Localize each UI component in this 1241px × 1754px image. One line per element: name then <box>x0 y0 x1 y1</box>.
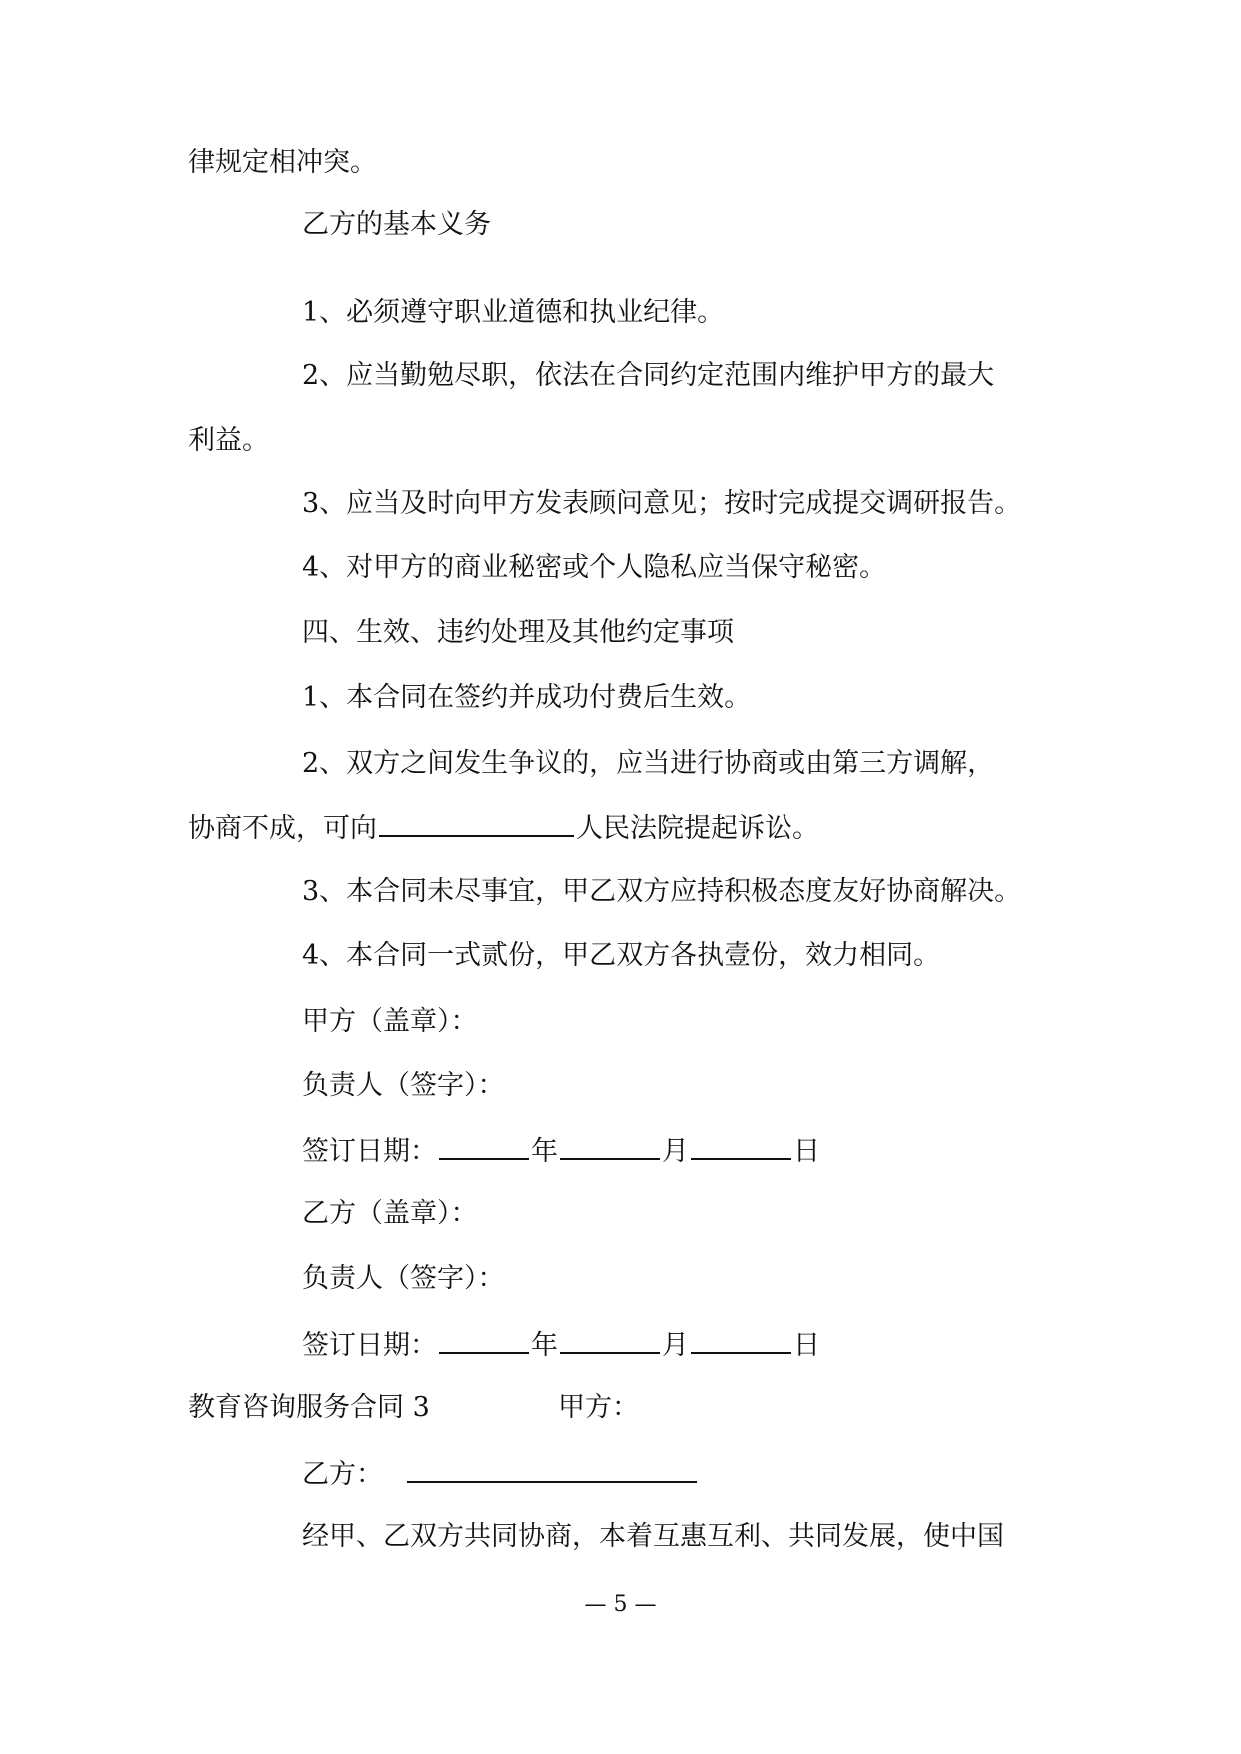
party-a-seal-label: 甲方（盖章）： <box>302 1006 478 1037</box>
day-label: 日 <box>793 1136 820 1167</box>
court-line <box>188 809 819 847</box>
month-label: 月 <box>662 1136 689 1167</box>
party-b-signer-label: 负责人（签字）： <box>302 1263 505 1294</box>
text-line: 1、必须遵守职业道德和执业纪律。 <box>302 297 725 328</box>
text-line: 2、双方之间发生争议的，应当进行协商或由第三方调解， <box>302 748 995 779</box>
blank-day-field[interactable] <box>691 1326 791 1354</box>
blank-month-field[interactable] <box>560 1132 660 1160</box>
contract-title: 教育咨询服务合同 3 <box>188 1392 430 1423</box>
text-line: 4、对甲方的商业秘密或个人隐私应当保守秘密。 <box>302 552 887 583</box>
date-label: 签订日期： <box>302 1136 437 1167</box>
blank-year-field[interactable] <box>439 1132 529 1160</box>
date-label: 签订日期： <box>302 1330 437 1361</box>
party-a-date-line <box>302 1132 820 1170</box>
blank-month-field[interactable] <box>560 1326 660 1354</box>
text-line: 1、本合同在签约并成功付费后生效。 <box>302 682 752 713</box>
day-label: 日 <box>793 1330 820 1361</box>
blank-court-field[interactable] <box>379 809 574 837</box>
party-b-line <box>302 1455 699 1493</box>
court-line-after: 人民法院提起诉讼。 <box>576 813 819 844</box>
party-a-signer-label: 负责人（签字）： <box>302 1070 505 1101</box>
text-line: 经甲、乙双方共同协商，本着互惠互利、共同发展，使中国 <box>302 1521 1004 1552</box>
text-line: 3、本合同未尽事宜，甲乙双方应持积极态度友好协商解决。 <box>302 876 1022 907</box>
court-line-before: 协商不成，可向 <box>188 813 377 844</box>
blank-day-field[interactable] <box>691 1132 791 1160</box>
text-line: 4、本合同一式贰份，甲乙双方各执壹份，效力相同。 <box>302 940 941 971</box>
party-a-label: 甲方： <box>558 1392 639 1423</box>
blank-party-b-field[interactable] <box>407 1455 697 1483</box>
year-label: 年 <box>531 1136 558 1167</box>
page-number: — 5 — <box>584 1592 657 1617</box>
text-line: 3、应当及时向甲方发表顾问意见；按时完成提交调研报告。 <box>302 488 1022 519</box>
section-heading: 四、生效、违约处理及其他约定事项 <box>302 617 734 648</box>
party-b-label: 乙方： <box>302 1459 383 1490</box>
text-line: 利益。 <box>188 425 269 456</box>
year-label: 年 <box>531 1330 558 1361</box>
text-line: 2、应当勤勉尽职，依法在合同约定范围内维护甲方的最大 <box>302 360 995 391</box>
party-b-seal-label: 乙方（盖章）： <box>302 1198 478 1229</box>
month-label: 月 <box>662 1330 689 1361</box>
party-b-date-line <box>302 1326 820 1364</box>
text-line: 律规定相冲突。 <box>188 147 377 178</box>
blank-year-field[interactable] <box>439 1326 529 1354</box>
section-heading: 乙方的基本义务 <box>302 209 491 240</box>
